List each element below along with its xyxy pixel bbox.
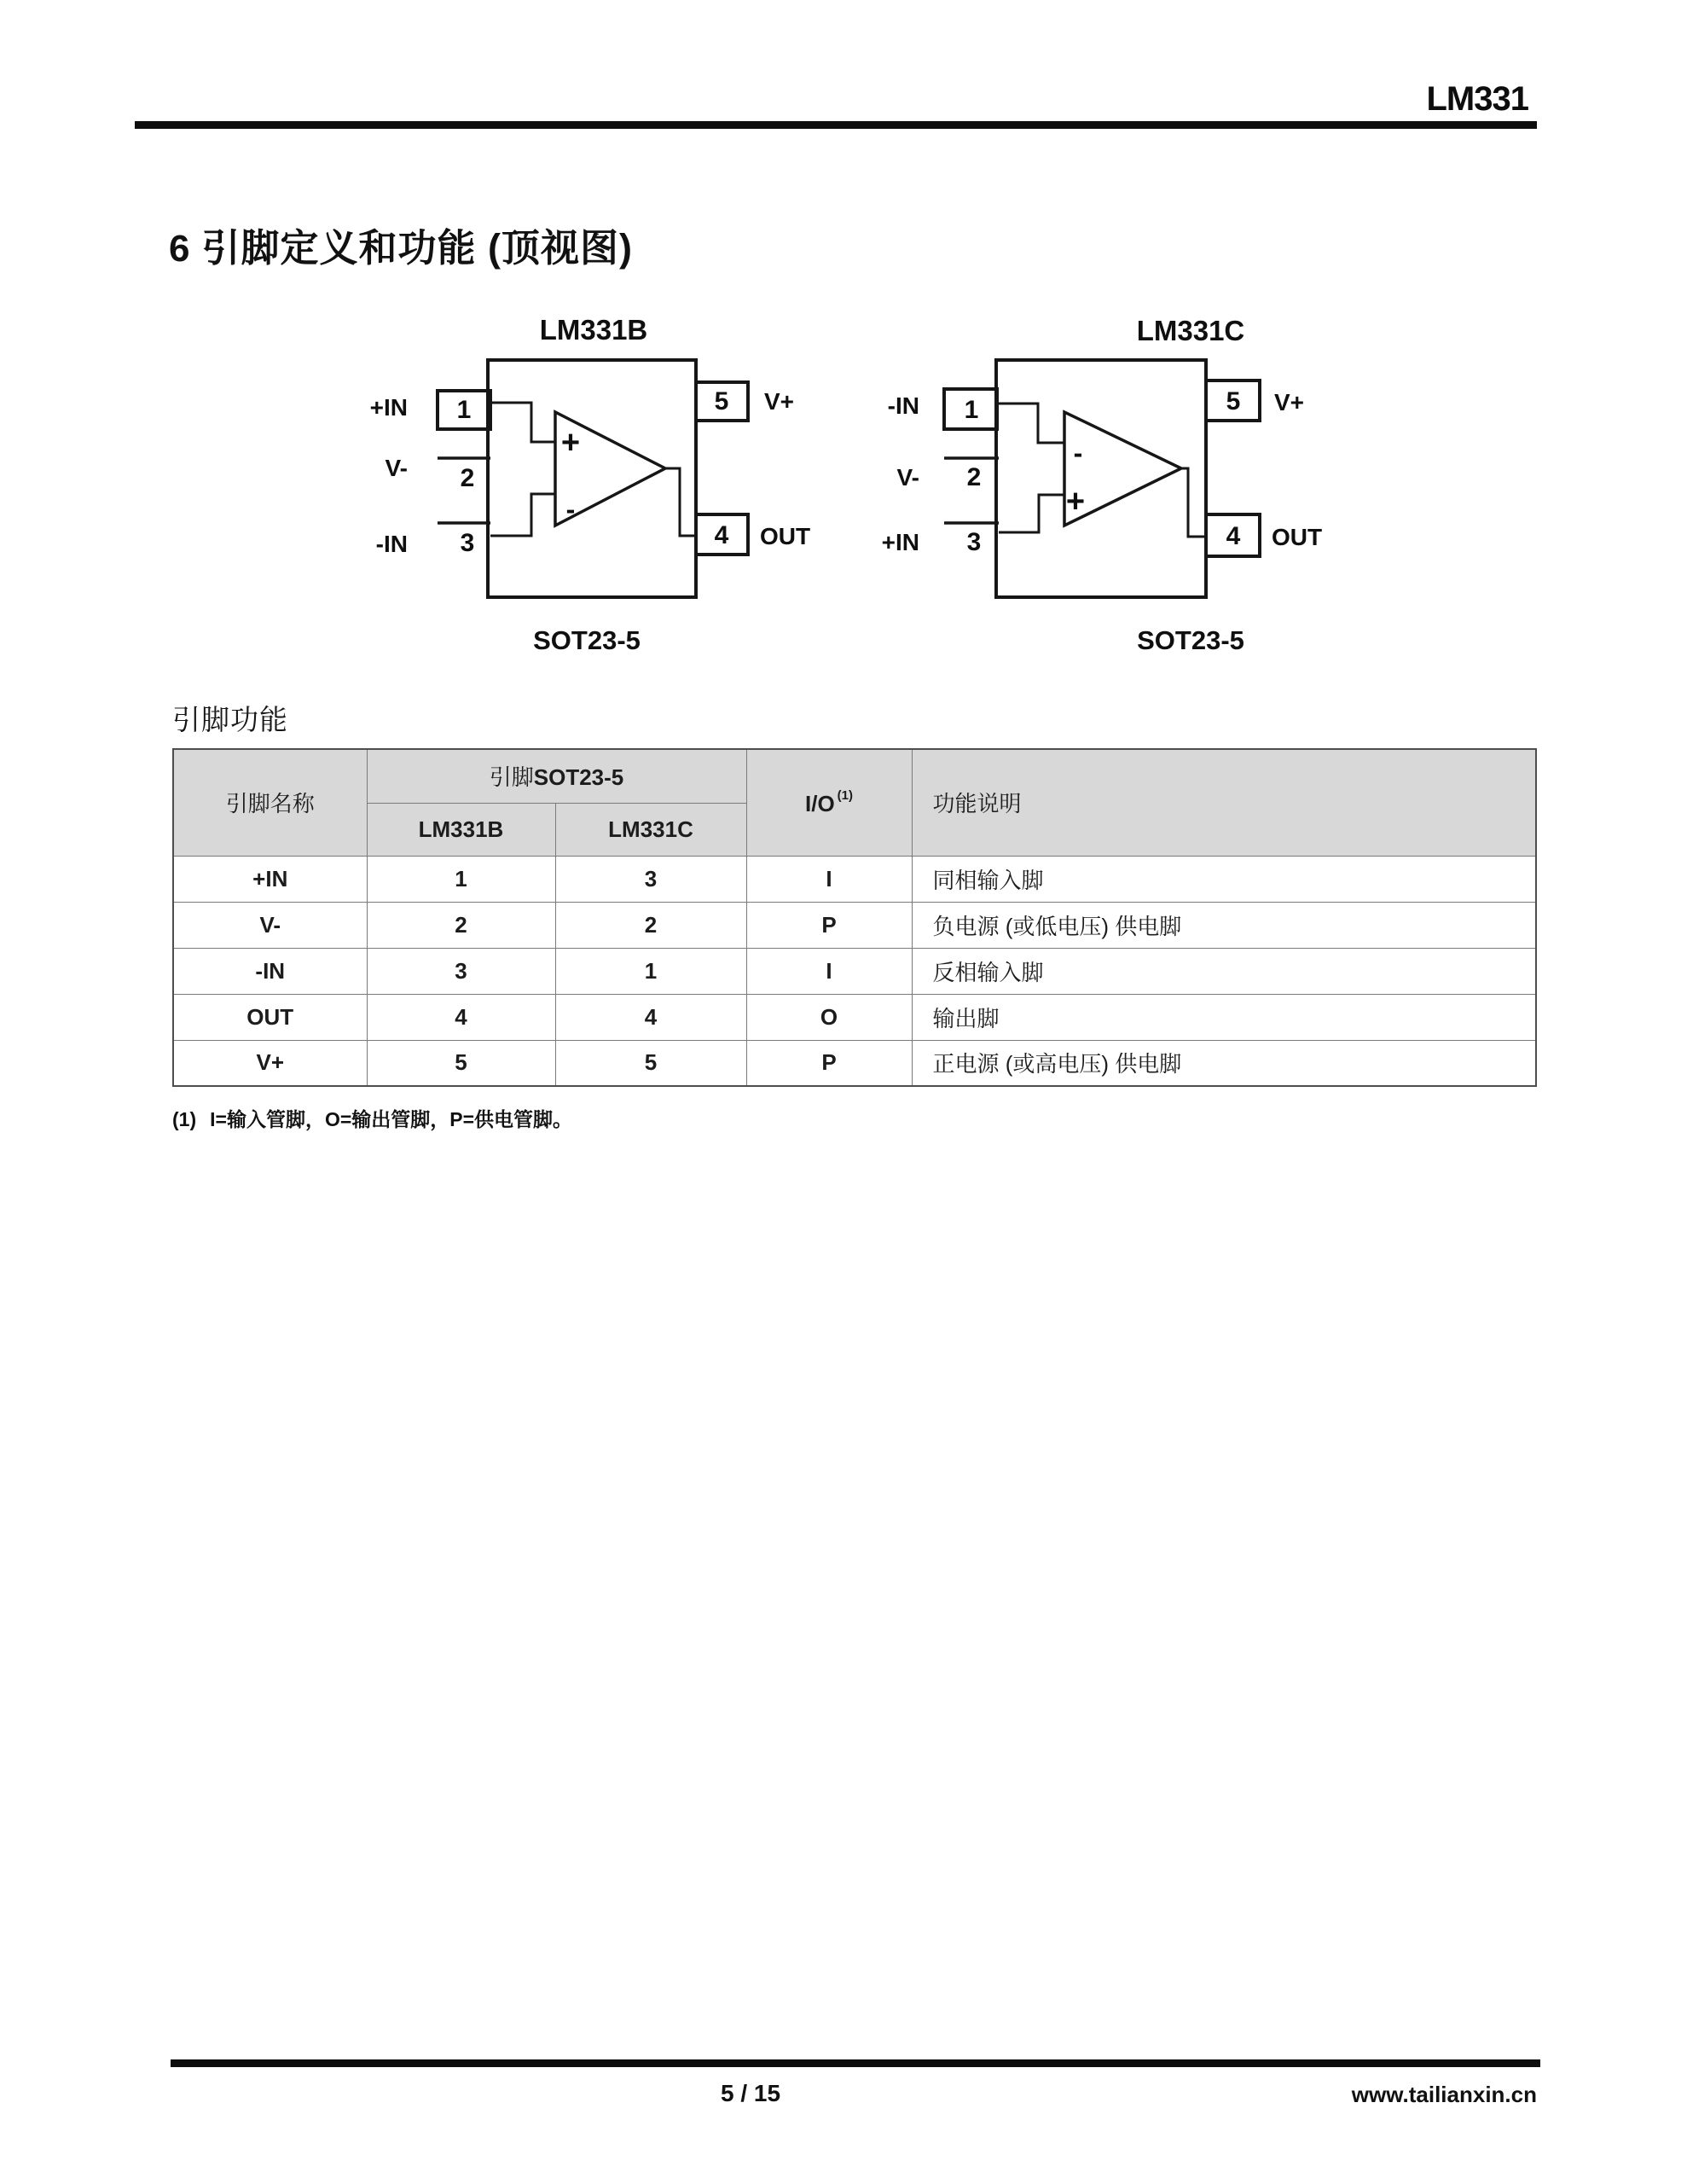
lm331b-pin-cell: 4 <box>367 994 555 1040</box>
footer-page-indicator: 5 / 15 <box>720 2080 781 2106</box>
col-header-lm331c <box>555 803 746 856</box>
table-row <box>173 948 1536 994</box>
pin-function-table <box>172 748 1537 1087</box>
col-header-pin-name-label: 引脚名称 <box>225 791 315 817</box>
pin2-number: 2 <box>460 464 475 492</box>
lm331b-label: LM331B <box>418 816 504 842</box>
io-cell: I <box>746 948 912 994</box>
pin-name-cell: OUT <box>173 994 367 1040</box>
pin1-label: -IN <box>887 392 919 419</box>
pin-table-heading: 引脚功能 <box>172 704 288 735</box>
pin-name-cell: +IN <box>173 856 367 902</box>
pin3-label: +IN <box>881 529 919 555</box>
wire-pin1-to-plus-input <box>490 403 555 442</box>
section-number: 6 <box>169 228 190 270</box>
col-header-io <box>746 749 912 856</box>
package-body <box>488 360 696 597</box>
diagram-title: LM331B <box>539 314 648 346</box>
footnote-text: I=输入管脚，O=输出管脚，P=供电管脚。 <box>210 1108 573 1130</box>
pin-diagram-lm331c <box>853 307 1365 670</box>
lm331b-pin-cell: 5 <box>367 1040 555 1086</box>
footnote <box>172 1104 572 1132</box>
section-title <box>169 217 633 272</box>
pin4-label: OUT <box>1272 524 1323 550</box>
footnote-marker: (1) <box>172 1108 197 1130</box>
lm331b-pin-cell: 3 <box>367 948 555 994</box>
wire-output-to-pin4 <box>1181 468 1206 537</box>
wire-pin1-to-minus-input <box>999 404 1064 443</box>
pin3-number: 3 <box>966 528 982 556</box>
diagram-title: LM331C <box>1136 315 1245 346</box>
package-body <box>996 360 1206 597</box>
table-row <box>173 902 1536 948</box>
description-cell: 正电源 (或高电压) 供电脚 <box>912 1040 1536 1086</box>
pin-name-cell: -IN <box>173 948 367 994</box>
col-header-lm331b <box>367 803 555 856</box>
description-cell: 负电源 (或低电压) 供电脚 <box>912 902 1536 948</box>
pin2-label: V- <box>385 455 408 481</box>
io-cell: I <box>746 856 912 902</box>
lm331c-pin-cell: 5 <box>555 1040 746 1086</box>
wire-output-to-pin4 <box>665 468 696 536</box>
pin1-number: 1 <box>964 396 979 424</box>
io-footnote-ref: (1) <box>837 787 854 803</box>
footer-rule <box>171 2059 1540 2067</box>
pin3-number: 3 <box>460 529 475 557</box>
doc-title: LM331 <box>1426 80 1528 118</box>
pin4-number: 4 <box>714 521 729 549</box>
lm331c-pin-cell: 2 <box>555 902 746 948</box>
pin-diagram-lm331b <box>341 307 844 670</box>
io-cell: P <box>746 1040 912 1086</box>
lm331c-pin-cell: 1 <box>555 948 746 994</box>
lm331c-pin-cell: 4 <box>555 994 746 1040</box>
opamp-top-sign: + <box>560 425 581 461</box>
pin-name-cell: V+ <box>173 1040 367 1086</box>
pin-group-prefix: 引脚 <box>489 764 534 791</box>
description-cell: 反相输入脚 <box>912 948 1536 994</box>
table-row <box>173 1040 1536 1086</box>
pin1-label: +IN <box>369 394 408 421</box>
col-header-description <box>912 749 1536 856</box>
pin5-label: V+ <box>1274 389 1305 415</box>
table-row <box>173 856 1536 902</box>
wire-pin3-to-minus-input <box>490 494 555 536</box>
io-cell: O <box>746 994 912 1040</box>
footer-website: www.tailianxin.cn <box>1351 2082 1537 2107</box>
io-label: I/O <box>805 790 835 816</box>
opamp-bottom-sign: - <box>565 494 576 525</box>
header-rule <box>135 121 1537 129</box>
wire-pin3-to-plus-input <box>999 495 1064 532</box>
description-label: 功能说明 <box>932 791 1022 817</box>
package-name: SOT23-5 <box>1137 625 1244 655</box>
opamp-top-sign: - <box>1073 438 1083 468</box>
pin5-number: 5 <box>1226 387 1241 415</box>
pin-name-cell: V- <box>173 902 367 948</box>
pin4-number: 4 <box>1226 522 1241 550</box>
description-cell: 同相输入脚 <box>912 856 1536 902</box>
description-cell: 输出脚 <box>912 994 1536 1040</box>
col-header-pin-group <box>367 749 746 803</box>
pin1-number: 1 <box>456 396 472 424</box>
lm331b-pin-cell: 2 <box>367 902 555 948</box>
opamp-bottom-sign: + <box>1065 484 1086 520</box>
section-title-text: 引脚定义和功能 (顶视图) <box>201 226 633 270</box>
io-cell: P <box>746 902 912 948</box>
pin5-label: V+ <box>764 388 795 415</box>
col-header-pin-name <box>173 749 367 856</box>
pin4-label: OUT <box>760 523 811 549</box>
package-name: SOT23-5 <box>533 625 641 655</box>
pin2-label: V- <box>896 464 919 491</box>
lm331c-label: LM331C <box>608 816 693 842</box>
table-row <box>173 994 1536 1040</box>
lm331b-pin-cell: 1 <box>367 856 555 902</box>
pin2-number: 2 <box>966 463 982 491</box>
lm331c-pin-cell: 3 <box>555 856 746 902</box>
pin-group-package: SOT23-5 <box>533 764 624 791</box>
pin5-number: 5 <box>714 387 729 415</box>
pin3-label: -IN <box>375 531 408 557</box>
